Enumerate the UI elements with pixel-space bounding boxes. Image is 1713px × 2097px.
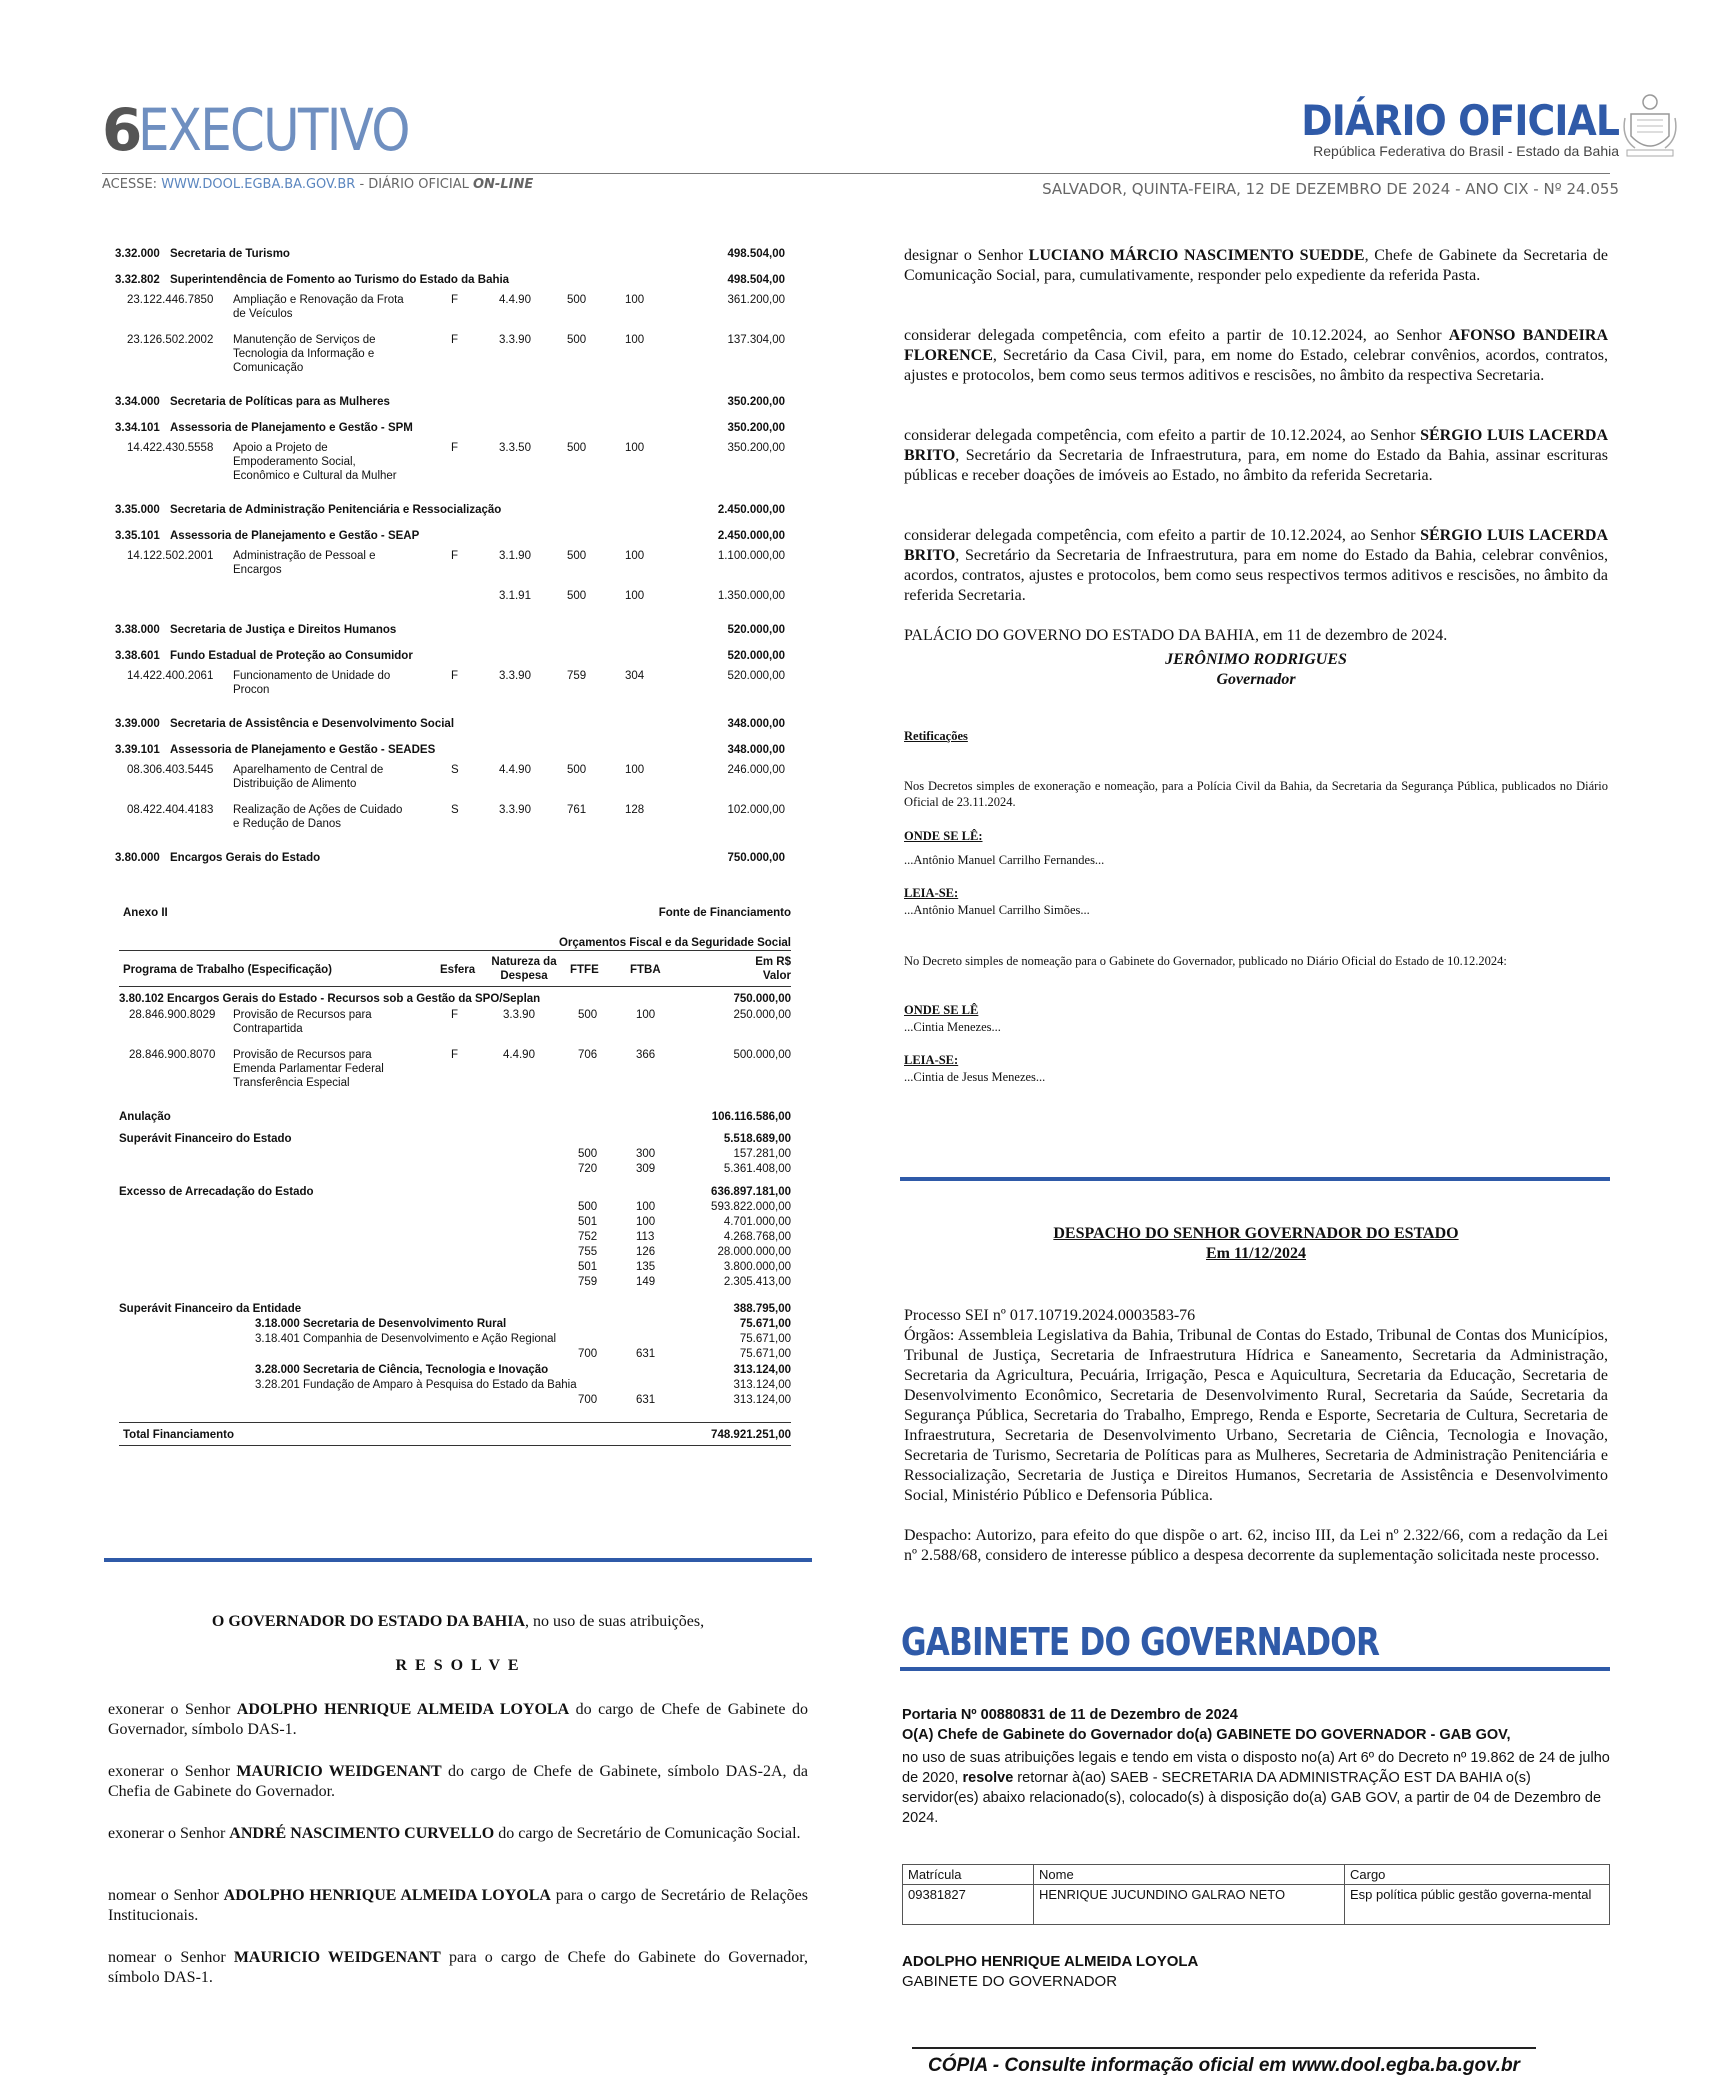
item-esfera: F [451,550,459,562]
decree-paragraph-3: exonerar o Senhor ANDRÉ NASCIMENTO CURVELLO do cargo de Secretário de Comunicação Social. [108,1825,801,1842]
item-description: Realização de Ações de Cuidado e Redução de Danos [233,804,403,830]
item-ftfe: 706 [578,1049,598,1061]
financing-source-label: Fonte de Financiamento [658,907,791,919]
server-table [902,1864,1610,1925]
item-value: 137.304,00 [727,334,785,346]
item-ftba: 100 [625,550,645,562]
fund-source-row: 755 [578,1246,598,1258]
item-description: Apoio a Projeto de Empoderamento Social, Econômico e Cultural da Mulher [233,442,397,482]
unit-total: 348.000,00 [727,718,785,730]
decree-resolve: R E S O L V E [395,1657,521,1674]
item-ftba: 100 [625,764,645,776]
item-ftba: 100 [625,294,645,306]
entidade-sub-2: 3.28.201 Fundação de Amparo à Pesquisa do Estado da Bahia [255,1379,577,1391]
item-description: Provisão de Recursos para Emenda Parlamentar Federal Transferência Especial [233,1049,384,1089]
fund-source-row: 501 [578,1216,598,1228]
item-ftba: 100 [625,334,645,346]
despacho-date: Em 11/12/2024 [1205,1245,1306,1262]
unit-total: 350.200,00 [727,396,785,408]
governor-role: Governador [1216,671,1296,688]
item-value: 1.100.000,00 [717,550,785,562]
total-label: Total Financiamento [123,1429,234,1441]
site-link[interactable]: WWW.DOOL.EGBA.BA.GOV.BR [161,177,356,192]
item-ftfe: 500 [567,294,587,306]
fund-source-row: 752 [578,1231,598,1243]
item-natureza: 3.3.90 [499,804,531,816]
unit-total: 520.000,00 [727,650,785,662]
item-description: Aparelhamento de Central de Distribuição de Alimento [233,764,384,790]
unit-code: 3.34.101 [115,422,160,434]
fund-source-row: 720 [578,1163,598,1175]
item-ftba: 366 [636,1049,656,1061]
entidade-unit-1: 3.18.000 Secretaria de Desenvolvimento Rural [255,1318,507,1330]
page-number: 6 [102,96,141,164]
item-esfera: S [451,804,459,816]
unit-name: Secretaria de Políticas para as Mulheres [170,396,390,408]
item-description: Provisão de Recursos para Contrapartida [233,1009,372,1035]
item-value: 361.200,00 [727,294,785,306]
fund-source-row: 593.822.000,00 [711,1201,791,1213]
fund-source-row: 5.361.408,00 [723,1163,791,1175]
portaria-body: no uso de suas atribuições legais e tendo em vista o disposto no(a) Art 6º do Decreto nº 19.862 de 24 de julho de 2020, resolve retornar à(ao) SAEB - SECRETARIA DA ADMINISTRAÇÃO EST DA BAHIA o(s) servidor(es) abaixo relacionado(s), colocado(s) à disposição do(a) GAB GOV, a partir de 04 de Dezembro de 2024. [902,1750,1610,1826]
item-esfera: S [451,764,459,776]
unit-code: 3.32.802 [115,274,160,286]
col-program: Programa de Trabalho (Especificação) [123,964,332,976]
item-natureza: 3.3.90 [499,670,531,682]
item-value: 1.350.000,00 [717,590,785,602]
fund-source-row: 100 [636,1216,656,1228]
signer-org: GABINETE DO GOVERNADOR [902,1973,1118,1990]
delegation-paragraph-3: considerar delegada competência, com efeito a partir de 10.12.2024, ao Senhor SÉRGIO LUIS LACERDA BRITO, Secretário da Secretaria de Infraestrutura, para em nome do Estado da Bahia, celebrar convênios, acordos, contratos, ajustes e protocolos, bem como seus respectivos termos aditivos e rescisões, no âmbito da referida Secretaria. [904,527,1609,604]
item-natureza: 3.1.91 [499,590,531,602]
item-description: Administração de Pessoal e Encargos [233,550,376,576]
item-value: 250.000,00 [733,1009,791,1021]
col-ftfe: FTFE [570,964,599,976]
item-esfera: F [451,442,459,454]
entidade-label: Superávit Financeiro da Entidade [119,1303,302,1315]
fund-source-row: 4.268.768,00 [723,1231,791,1243]
governor-signature: JERÔNIMO RODRIGUES [1165,651,1347,668]
fund-source-row: 28.000.000,00 [717,1246,791,1258]
entidade-unit-2: 3.28.000 Secretaria de Ciência, Tecnologia e Inovação [255,1364,549,1376]
section-divider [104,1558,812,1562]
portaria-issuer: O(A) Chefe de Gabinete do Governador do(a) GABINETE DO GOVERNADOR - GAB GOV, [902,1727,1511,1743]
item-description: Funcionamento de Unidade do Procon [233,670,391,696]
item-value: 246.000,00 [727,764,785,776]
rectification-2-text: No Decreto simples de nomeação para o Gabinete do Governador, publicado no Diário Oficial do Estado de 10.12.2024: [904,954,1507,968]
item-ftfe: 500 [567,764,587,776]
item-natureza: 3.1.90 [499,550,531,562]
unit-code: 3.35.101 [115,530,160,542]
decree-paragraph-4: nomear o Senhor ADOLPHO HENRIQUE ALMEIDA LOYOLA para o cargo de Secretário de Relações Institucionais. [108,1887,808,1924]
item-code: 14.422.400.2061 [127,670,214,682]
portaria-title: Portaria Nº 00880831 de 11 de Dezembro de 2024 [902,1707,1238,1723]
item-natureza: 3.3.90 [499,334,531,346]
col-valor: Em R$ Valor [755,956,791,982]
table-header-row: Matrícula Nome Cargo [903,1865,1610,1885]
brand-title: DIÁRIO OFICIAL [1301,96,1619,145]
copy-notice: CÓPIA - Consulte informação oficial em www.dool.egba.ba.gov.br [928,2055,1520,2076]
unit-name: Assessoria de Planejamento e Gestão - SEAP [170,530,420,542]
unit-total: 498.504,00 [727,248,785,260]
item-ftba: 100 [625,590,645,602]
annex-unit-line: 3.80.102 Encargos Gerais do Estado - Recursos sob a Gestão da SPO/Seplan [119,993,541,1005]
unit-name: Assessoria de Planejamento e Gestão - SEADES [170,744,436,756]
col-natureza: Natureza da Despesa [491,956,557,982]
item-value: 102.000,00 [727,804,785,816]
unit-code: 3.38.000 [115,624,160,636]
budget-label: Orçamentos Fiscal e da Seguridade Social [558,937,791,949]
unit-total: 2.450.000,00 [717,530,785,542]
unit-name: Secretaria de Turismo [170,248,290,260]
superavit-label: Superávit Financeiro do Estado [119,1133,292,1145]
gabinete-title: GABINETE DO GOVERNADOR [901,1620,1380,1664]
fund-source-row: 157.281,00 [733,1148,791,1160]
item-value: 350.200,00 [727,442,785,454]
total-value: 748.921.251,00 [711,1429,791,1441]
col-esfera: Esfera [440,964,476,976]
excesso-label: Excesso de Arrecadação do Estado [119,1186,314,1198]
table-row: 09381827 HENRIQUE JUCUNDINO GALRAO NETO Esp política públic gestão governa-mental [903,1885,1610,1925]
item-ftba: 100 [625,442,645,454]
signer-name: ADOLPHO HENRIQUE ALMEIDA LOYOLA [902,1953,1199,1970]
item-ftfe: 500 [578,1009,598,1021]
item-description: Ampliação e Renovação da Frota de Veículos [233,294,404,320]
annex-unit-total: 750.000,00 [733,993,791,1005]
unit-name: Secretaria de Assistência e Desenvolvimento Social [170,718,455,730]
annex-table: Anexo II Fonte de Financiamento Orçamentos Fiscal e da Seguridade Social Programa de Trabalho (Especificação) Esfera Natureza da Despesa FTFE FTBA Em R$ Valor 3.80.102 Encargos Gerais do Estado - Recursos sob a Gestão da SPO/Seplan 750.000,00 28.846.900.8029 Provisão de Recursos para Contrapartida F 3.3.90 500 100 250.000,00 28.846.900.8070 Provisão de Recursos para Emenda Parlamentar Federal Transferência Especial F 4.4.90 706 366 500.000,00 Anulação 106.116.586,00 Superávit Financeiro do Estado 5.518.689,00 500 300 157.281,00 720 309 5.361.408,00 Excesso de Arrecadação do Estado 636.897.181,00 500 100 593.822.000,00 501 100 4.701.000,00 752 113 4.268.768,00 755 126 28.000.000,00 501 135 3.800.000,00 759 149 2.305.413,00 Superávit Financeiro da Entidade 388.795,00 3.18.000 Secretaria de Desenvolvimento Rural 75.671,00 3.18.401 Companhia de Desenvolvimento e Ação Regional 75.671,00 700 631 75.671,00 3.28.000 Secretaria de Ciência, Tecnologia e Inovação 313.124,00 3.28.201 Fundação de Amparo à Pesquisa do Estado da Bahia 313.124,00 700 631 313.124,00 Total Financiamento 748.921.251,00 [115,900,795,1460]
entidade-value: 388.795,00 [733,1303,791,1315]
brand-subtitle: República Federativa do Brasil - Estado da Bahia [1313,143,1619,159]
fund-source-row: 3.800.000,00 [723,1261,791,1273]
item-code: 14.122.502.2001 [127,550,214,562]
col-ftba: FTBA [630,964,661,976]
rectifications-title: Retificações [904,729,968,743]
annex-label: Anexo II [123,907,168,919]
item-ftfe: 500 [567,334,587,346]
section-title: EXECUTIVO [138,96,409,164]
delegation-paragraph-1: considerar delegada competência, com efeito a partir de 10.12.2024, ao Senhor AFONSO BANDEIRA FLORENCE, Secretário da Casa Civil, para, em nome do Estado, celebrar convênios, acordos, contratos, ajustes e protocolos, bem como seus termos aditivos e rescisões, no âmbito da respectiva Secretaria. [904,327,1609,384]
item-code: 28.846.900.8029 [129,1009,216,1021]
item-ftfe: 500 [567,550,587,562]
footer-divider [912,2047,1536,2049]
item-code: 23.122.446.7850 [127,294,214,306]
delegation-paragraph-2: considerar delegada competência, com efeito a partir de 10.12.2024, ao Senhor SÉRGIO LUIS LACERDA BRITO, Secretário da Secretaria de Infraestrutura, para, em nome do Estado da Bahia, assinar escrituras públicas e receber doações de imóveis ao Estado, no âmbito da referida Secretaria. [904,427,1609,484]
item-description: Manutenção de Serviços de Tecnologia da Informação e Comunicação [233,334,376,374]
decree-paragraph-1: exonerar o Senhor ADOLPHO HENRIQUE ALMEIDA LOYOLA do cargo de Chefe de Gabinete do Governador, símbolo DAS-1. [108,1701,808,1738]
despacho-text: Despacho: Autorizo, para efeito do que dispõe o art. 62, inciso III, da Lei nº 2.322/66, com a redação da Lei nº 2.588/68, considero de interesse público a despesa decorrente da suplementação solicitada neste processo. [904,1527,1608,1564]
designation-paragraph: designar o Senhor LUCIANO MÁRCIO NASCIMENTO SUEDDE, Chefe de Gabinete da Secretaria de Comunicação Social, para, cumulativamente, responder pelo expediente da referida Pasta. [904,247,1608,284]
unit-total: 348.000,00 [727,744,785,756]
item-esfera: F [451,670,459,682]
item-code: 08.306.403.5445 [127,764,214,776]
section-divider [900,1667,1610,1671]
item-value: 500.000,00 [733,1049,791,1061]
section-divider [900,1177,1610,1181]
fund-source-row: 135 [636,1261,656,1273]
fund-source-row: 759 [578,1276,598,1288]
masthead [1266,96,1619,159]
unit-total: 350.200,00 [727,422,785,434]
item-esfera: F [451,1049,459,1061]
issue-date: SALVADOR, QUINTA-FEIRA, 12 DE DEZEMBRO DE 2024 - ANO CIX - Nº 24.055 [1042,180,1619,198]
anulacao-value: 106.116.586,00 [711,1111,791,1123]
item-natureza: 4.4.90 [503,1049,535,1061]
item-code: 28.846.900.8070 [129,1049,216,1061]
item-ftfe: 759 [567,670,587,682]
unit-code: 3.39.101 [115,744,160,756]
item-value: 520.000,00 [727,670,785,682]
superavit-value: 5.518.689,00 [723,1133,791,1145]
fund-source-row: 501 [578,1261,598,1273]
unit-code: 3.38.601 [115,650,160,662]
fund-source-row: 126 [636,1246,656,1258]
item-esfera: F [451,1009,459,1021]
excesso-value: 636.897.181,00 [711,1186,791,1198]
decree-paragraph-2: exonerar o Senhor MAURICIO WEIDGENANT do cargo de Chefe de Gabinete, símbolo DAS-2A, da Chefia de Gabinete do Governador. [108,1763,808,1800]
unit-name: Fundo Estadual de Proteção ao Consumidor [170,650,413,662]
item-ftba: 128 [625,804,645,816]
fund-source-row: 113 [636,1231,655,1243]
item-code: 08.422.404.4183 [127,804,214,816]
unit-name: Secretaria de Administração Penitenciária e Ressocialização [170,504,502,516]
unit-total: 520.000,00 [727,624,785,636]
item-ftba: 100 [636,1009,656,1021]
unit-total: 750.000,00 [727,852,785,864]
item-ftfe: 500 [567,442,587,454]
palace-line: PALÁCIO DO GOVERNO DO ESTADO DA BAHIA, em 11 de dezembro de 2024. [904,627,1448,644]
fund-source-row: 300 [636,1148,656,1160]
item-ftba: 304 [625,670,645,682]
unit-code: 3.32.000 [115,248,160,260]
despacho-orgaos: Órgãos: Assembleia Legislativa da Bahia, Tribunal de Contas do Estado, Tribunal de Contas dos Municípios, Tribunal de Justiça, Secretaria de Infraestrutura Hídrica e Saneamento, Secretaria da Administração, Secretaria da Agricultura, Pecuária, Irrigação, Pesca e Aquicultura, Secretaria da Educação, Secretaria de Desenvolvimento Econômico, Secretaria de Desenvolvimento Rural, Secretaria da Saúde, Secretaria da Segurança Pública, Secretaria do Trabalho, Emprego, Renda e Esporte, Secretaria de Cultura, Secretaria de Infraestrutura, Secretaria de Desenvolvimento Urbano, Secretaria de Ciência, Tecnologia e Inovação, Secretaria de Turismo, Secretaria de Políticas para as Mulheres, Secretaria de Administração Penitenciária e Ressocialização, Secretaria de Justiça e Direitos Humanos, Secretaria de Assistência e Desenvolvimento Social, Ministério Público e Defensoria Pública. [904,1327,1608,1504]
fund-source-row: 149 [636,1276,656,1288]
fund-source-row: 4.701.000,00 [723,1216,791,1228]
fund-source-row: 2.305.413,00 [723,1276,791,1288]
anulacao-label: Anulação [119,1111,171,1123]
fund-source-row: 309 [636,1163,656,1175]
unit-total: 498.504,00 [727,274,785,286]
unit-name: Encargos Gerais do Estado [170,852,321,864]
unit-code: 3.80.000 [115,852,160,864]
decree-intro: O GOVERNADOR DO ESTADO DA BAHIA, no uso de suas atribuições, [211,1613,705,1630]
unit-code: 3.35.000 [115,504,160,516]
item-ftfe: 500 [567,590,587,602]
item-natureza: 3.3.90 [503,1009,535,1021]
unit-code: 3.39.000 [115,718,160,730]
unit-total: 2.450.000,00 [717,504,785,516]
fund-source-row: 500 [578,1148,598,1160]
item-natureza: 4.4.90 [499,764,531,776]
unit-code: 3.34.000 [115,396,160,408]
item-code: 23.126.502.2002 [127,334,214,346]
state-coat-of-arms-icon [1621,92,1679,160]
fund-source-row: 500 [578,1201,598,1213]
entidade-sub-1: 3.18.401 Companhia de Desenvolvimento e Ação Regional [255,1333,557,1345]
item-natureza: 3.3.50 [499,442,531,454]
access-line: ACESSE: WWW.DOOL.EGBA.BA.GOV.BR - DIÁRIO OFICIAL ON-LINE [102,177,534,192]
despacho-process: Processo SEI nº 017.10719.2024.0003583-76 [904,1307,1196,1324]
item-natureza: 4.4.90 [499,294,531,306]
item-ftfe: 761 [567,804,587,816]
rectification-1-text: Nos Decretos simples de exoneração e nomeação, para a Polícia Civil da Bahia, da Secretaria da Segurança Pública, publicados no Diário Oficial de 23.11.2024. [904,779,1608,809]
unit-name: Assessoria de Planejamento e Gestão - SPM [170,422,413,434]
item-code: 14.422.430.5558 [127,442,214,454]
item-esfera: F [451,334,459,346]
unit-name: Superintendência de Fomento ao Turismo do Estado da Bahia [170,274,510,286]
decree-paragraph-5: nomear o Senhor MAURICIO WEIDGENANT para o cargo de Chefe do Gabinete do Governador, símbolo DAS-1. [108,1949,808,1986]
fund-source-row: 100 [636,1201,656,1213]
item-esfera: F [451,294,459,306]
despacho-title: DESPACHO DO SENHOR GOVERNADOR DO ESTADO [1053,1225,1459,1242]
unit-name: Secretaria de Justiça e Direitos Humanos [170,624,397,636]
